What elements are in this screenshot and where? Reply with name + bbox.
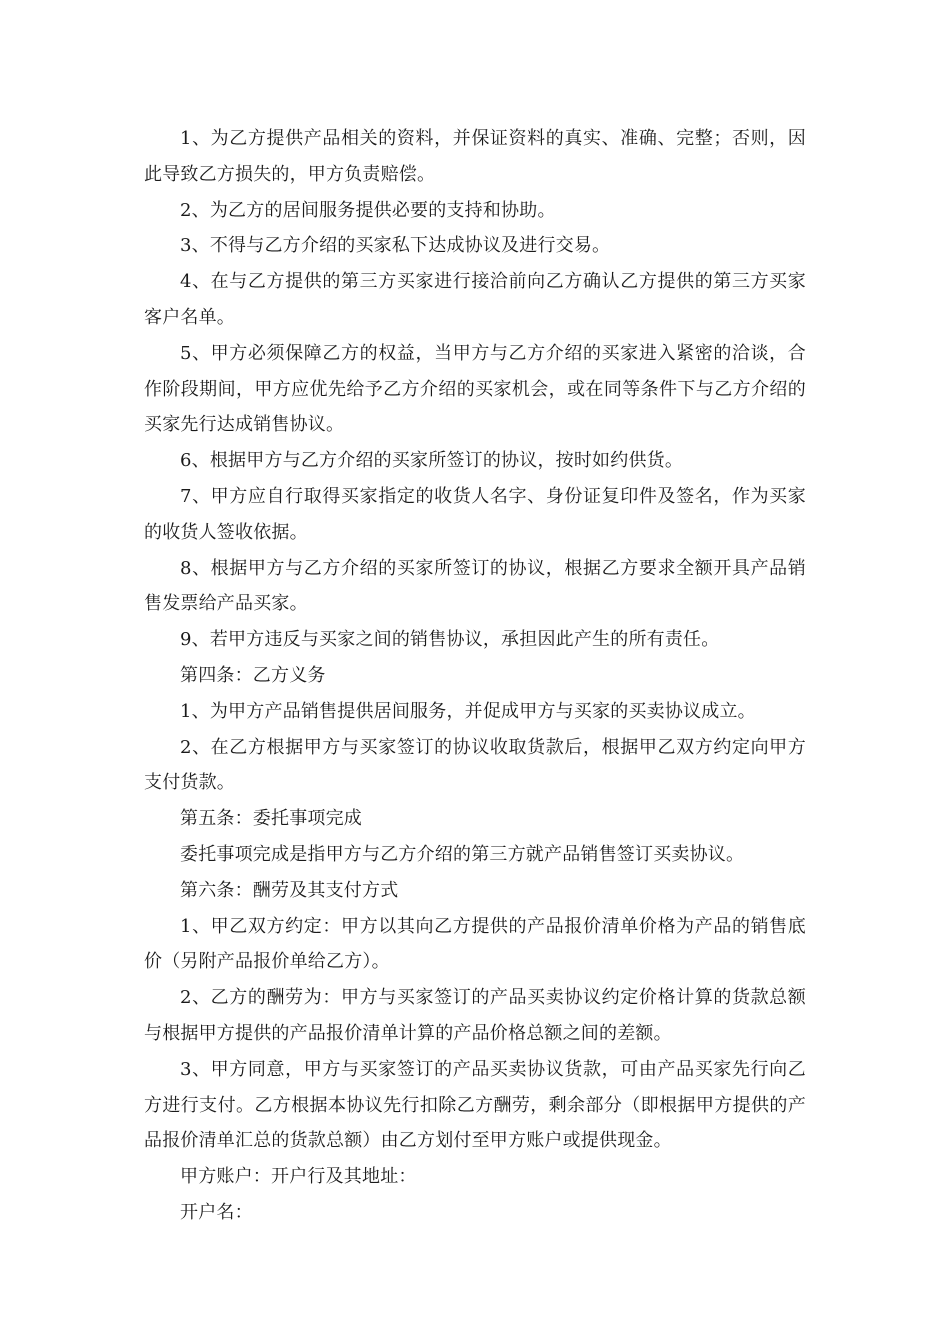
clause-8: 8、根据甲方与乙方介绍的买家所签订的协议，根据乙方要求全额开具产品销售发票给产品买家。 — [144, 557, 806, 615]
article-4-clause-2: 2、在乙方根据甲方与买家签订的协议收取货款后，根据甲乙双方约定向甲方支付货款。 — [144, 736, 806, 794]
clause-7: 7、甲方应自行取得买家指定的收货人名字、身份证复印件及签名，作为买家的收货人签收依据。 — [144, 485, 806, 543]
document-body — [144, 121, 806, 1231]
clause-1: 1、为乙方提供产品相关的资料，并保证资料的真实、准确、完整；否则，因此导致乙方损失的，甲方负责赔偿。 — [144, 128, 806, 185]
article-5-heading: 第五条：委托事项完成 — [180, 808, 362, 830]
clause-5: 5、甲方必须保障乙方的权益，当甲方与乙方介绍的买家进入紧密的洽谈，合作阶段期间，甲方应优先给予乙方介绍的买家机会，或在同等条件下与乙方介绍的买家先行达成销售协议。 — [144, 342, 806, 436]
article-6-clause-2: 2、乙方的酬劳为：甲方与买家签订的产品买卖协议约定价格计算的货款总额与根据甲方提供的产品报价清单计算的产品价格总额之间的差额。 — [144, 987, 806, 1044]
clause-3: 3、不得与乙方介绍的买家私下达成协议及进行交易。 — [180, 235, 611, 257]
article-4-heading: 第四条：乙方义务 — [180, 664, 326, 686]
article-6-heading: 第六条：酬劳及其支付方式 — [180, 879, 399, 901]
article-6-clause-3: 3、甲方同意，甲方与买家签订的产品买卖协议货款，可由产品买家先行向乙方进行支付。乙方根据本协议先行扣除乙方酬劳，剩余部分（即根据甲方提供的产品报价清单汇总的货款总额）由乙方划付至甲方账户或提供现金。 — [144, 1058, 806, 1152]
article-6-clause-1: 1、甲乙双方约定：甲方以其向乙方提供的产品报价清单价格为产品的销售底价（另附产品报价单给乙方）。 — [144, 915, 806, 973]
clause-9: 9、若甲方违反与买家之间的销售协议，承担因此产生的所有责任。 — [180, 629, 720, 651]
article-5-body: 委托事项完成是指甲方与乙方介绍的第三方就产品销售签订买卖协议。 — [180, 843, 745, 865]
account-name-line: 开户名： — [180, 1201, 253, 1223]
clause-4: 4、在与乙方提供的第三方买家进行接洽前向乙方确认乙方提供的第三方买家客户名单。 — [144, 271, 806, 328]
article-4-clause-1: 1、为甲方产品销售提供居间服务，并促成甲方与买家的买卖协议成立。 — [180, 700, 756, 722]
clause-6: 6、根据甲方与乙方介绍的买家所签订的协议，按时如约供货。 — [180, 450, 684, 472]
account-bank-line: 甲方账户：开户行及其地址： — [180, 1166, 417, 1188]
clause-2: 2、为乙方的居间服务提供必要的支持和协助。 — [180, 199, 556, 221]
